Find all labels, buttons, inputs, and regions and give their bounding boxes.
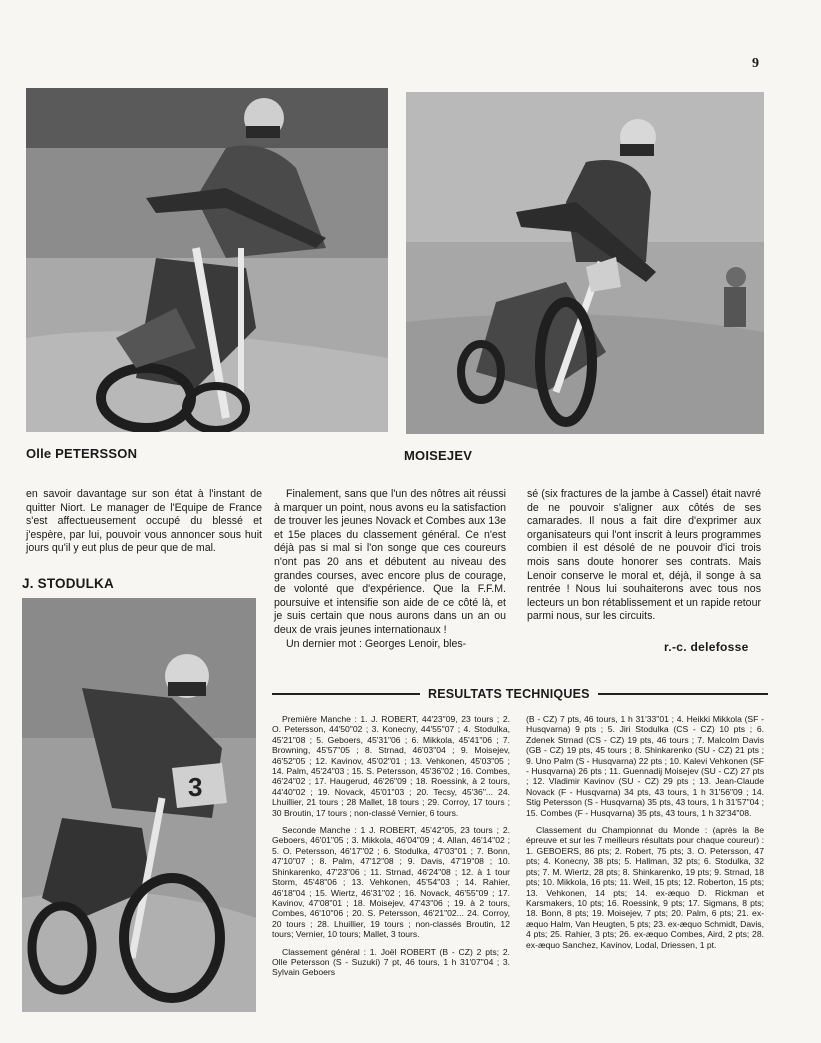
heading-rule-right [598,693,768,695]
results-seconde-manche: Seconde Manche : 1 J. ROBERT, 45'42"05, 23 tours ; 2. Geboers, 46'01"05 ; 3. Mikkola, 46'04"09 ; 4. Allan, 46'14"02 ; 5. O. Petersson, 46'17"02 ; 6. Stodulka, 47'03"01 ; 7. Bonn, 47'10"07 ; 8. Palm, 47'12"08 ; 9. Davis, 47'19"08 ; 10. Shinkarenko, 47'23"06 ; 11. Strnad, 46'24"08 ; 12. à 1 tour Storm, 45'48"06 ; 13. Vehkonen, 45'54"03 ; 14. Rahier, 46'18"04 ; 15. Wiertz, 46'31"02 ; 16. Novack, 46'55"09 ; 17. Kavinov, 47'08"01 ; 18. Moisejev, 47'43"06 ; 19. à 2 tours, Combes, 46'10"06 ; 20. S. Petersson, 46'21"02... 24. Corroy, 20 tours ; 28. Lhuillier, 19 tours ; non-classés Broutin, 12 tours; Vernier, 10 tours; Mallet, 3 tours. [272,825,510,940]
photo-petersson [26,88,388,432]
caption-stodulka: J. STODULKA [22,576,114,591]
author-signature: r.-c. delefosse [664,640,749,654]
caption-moisejev: MOISEJEV [404,448,473,463]
article-column-3 [527,488,761,624]
article-column-1 [26,488,262,556]
article-paragraph: Finalement, sans que l'un des nôtres ait réussi à marquer un point, nous avons eu la satisfaction de trouver les jeunes Novack et Combes aux 13e et 15e places du classement général. Ce n'est déjà pas si mal si l'on songe que ces coureurs n'ont pas 20 ans et débutent au niveau des grandes courses, avec encore plus de courage, de volonté que d'expérience. Que la F.F.M. poursuive et intensifie son aide de ce côté là, et je suis certain que nous aurons dans un an ou deux de vrais jeunes internationaux ! [274,488,506,636]
article-paragraph: Un dernier mot : Georges Lenoir, bles- [286,637,467,650]
results-column-2 [526,714,764,957]
rider-photo-illustration [22,598,256,1012]
results-premiere-manche: Première Manche : 1. J. ROBERT, 44'23"09, 23 tours ; 2. O. Petersson, 44'50"02 ; 3. Konecny, 44'55"07 ; 4. Stodulka, 45'21"08 ; 5. Geboers, 45'31"06 ; 6. Mikkola, 45'41"06 ; 7. Browning, 45'57"05 ; 8. Strnad, 46'03"04 ; 9. Moisejev, 46'52"05 ; 12. Kavinov, 45'02"01 ; 13. Vehkonen, 45'03"05 ; 14. Palm, 45'24"03 ; 15. S. Petersson, 45'36"02 ; 16. Combes, 46'24"02 ; 17. Haugerud, 46'26"09 ; 18. Roessink, à 2 tours, 44'40"02 ; 19. Novack, 45'01"03 ; 20. Tecsy, 45'36"... 24. Lhuillier, 21 tours ; 28 Mallet, 18 tours ; 29. Corroy, 17 tours ; 30 Broutin, 17 tours ; non-classé Vernier, 6 tours. [272,714,510,818]
results-heading [272,685,768,703]
results-classement-general: Classement général : 1. Joël ROBERT (B - CZ) 2 pts; 2. Olle Petersson (S - Suzuki) 7 pt, 46 tours, 1 h 31'07"04 ; 3. Sylvain Geboers [272,946,510,978]
heading-rule-left [272,693,420,695]
article-paragraph: sé (six fractures de la jambe à Cassel) était navré de ne pouvoir s'aligner aux côtés de ses camarades. Il nous a fait dire d'exprimer aux organisateurs qui l'ont inscrit à leurs programmes combien il est désolé de ne pouvoir d'ici trois mois sans doute honorer ses contrats. Mais Lenoir conserve le moral et, déjà, il songe à sa rentrée ! Nous lui souhaiterons avec tous nos lecteurs un bon rétablissement et un rapide retour parmi nous, sur les circuits. [527,488,761,623]
results-classement-continued: (B - CZ) 7 pts, 46 tours, 1 h 31'33"01 ; 4. Heikki Mikkola (SF - Husqvarna) 9 pts ; 5. Jiri Stodulka (CS - CZ) 10 pts ; 6. Zdenek Strnad (CS - CZ) 19 pts, 46 tours ; 7. Malcolm Davis (GB - CZ) 19 pts, 45 tours ; 8. Shinkarenko (SU - CZ) 21 pts ; 9. Uno Palm (S - Husqvarna) 22 pts ; 10. Kalevi Vehkonen (SF - Husqvarna) 26 pts ; 11. Guennadij Moisejev (SU - CZ) 27 pts ; 12. Vladimir Kavinov (SU - CZ) 29 pts ; 13. Jean-Claude Novack (F - Husqvarna) 34 pts, 43 tours, 1 h 31'56"09 ; 14. Stig Petersson (S - Husqvarna) 35 pts, 43 tours, 1 h 31'57"04 ; 15. Combes (F - Husqvarna) 35 pts, 43 tours, 1 h 32'34"08. [526,714,764,818]
results-heading-title: RESULTATS TECHNIQUES [428,687,590,701]
page-number: 9 [752,56,759,71]
svg-text:3: 3 [188,772,203,802]
photo-stodulka [22,598,256,1012]
caption-petersson: Olle PETERSSON [26,446,138,461]
photo-moisejev [406,92,764,434]
article-column-2 [274,488,506,651]
article-paragraph: en savoir davantage sur son état à l'instant de quitter Niort. Le manager de l'Equipe de France s'est affectueusement occupé du blessé et j'espère, par lui, pouvoir vous annoncer sous huit jours qu'il y eut plus de peur que de mal. [26,488,262,555]
rider-photo-illustration [26,88,388,432]
rider-photo-illustration [406,92,764,434]
results-column-1 [272,714,510,985]
results-championnat: Classement du Championnat du Monde : (après la 8e épreuve et sur les 7 meilleurs résultats pour chaque coureur) : 1. GEBOERS, 86 pts; 2. Robert, 75 pts; 3. O. Petersson, 47 pts; 4. Konecny, 38 pts; 5. Hallman, 32 pts; 6. Stodulka, 32 pts; 7. M. Wiertz, 28 pts; 8. Shinkarenko, 19 pts; 9. Strnad, 18 pts; 10. Mikkola, 16 pts; 11. Weil, 15 pts; 12. Roberton, 15 pts; 13. Vehkonen, 14 pts; 14. ex-æquo D. Rickman et Karsmakers, 10 pts; 16. Roessink, 9 pts; 17. Sigmans, 8 pts; 18. Bonn, 8 pts; 19. Moisejev, 7 pts; 20. Palm, 6 pts; 21. ex-æquo Halm, Van Heugten, 5 pts; 23. ex-æquo Schmidt, Davis, 4 pts; 25. Rahier, 3 pts; 26. ex-æquo Combes, Aird, 2 pts; 28. ex-æquo Sanchez, Kavinov, Lodal, Driessen, 1 pt. [526,825,764,950]
